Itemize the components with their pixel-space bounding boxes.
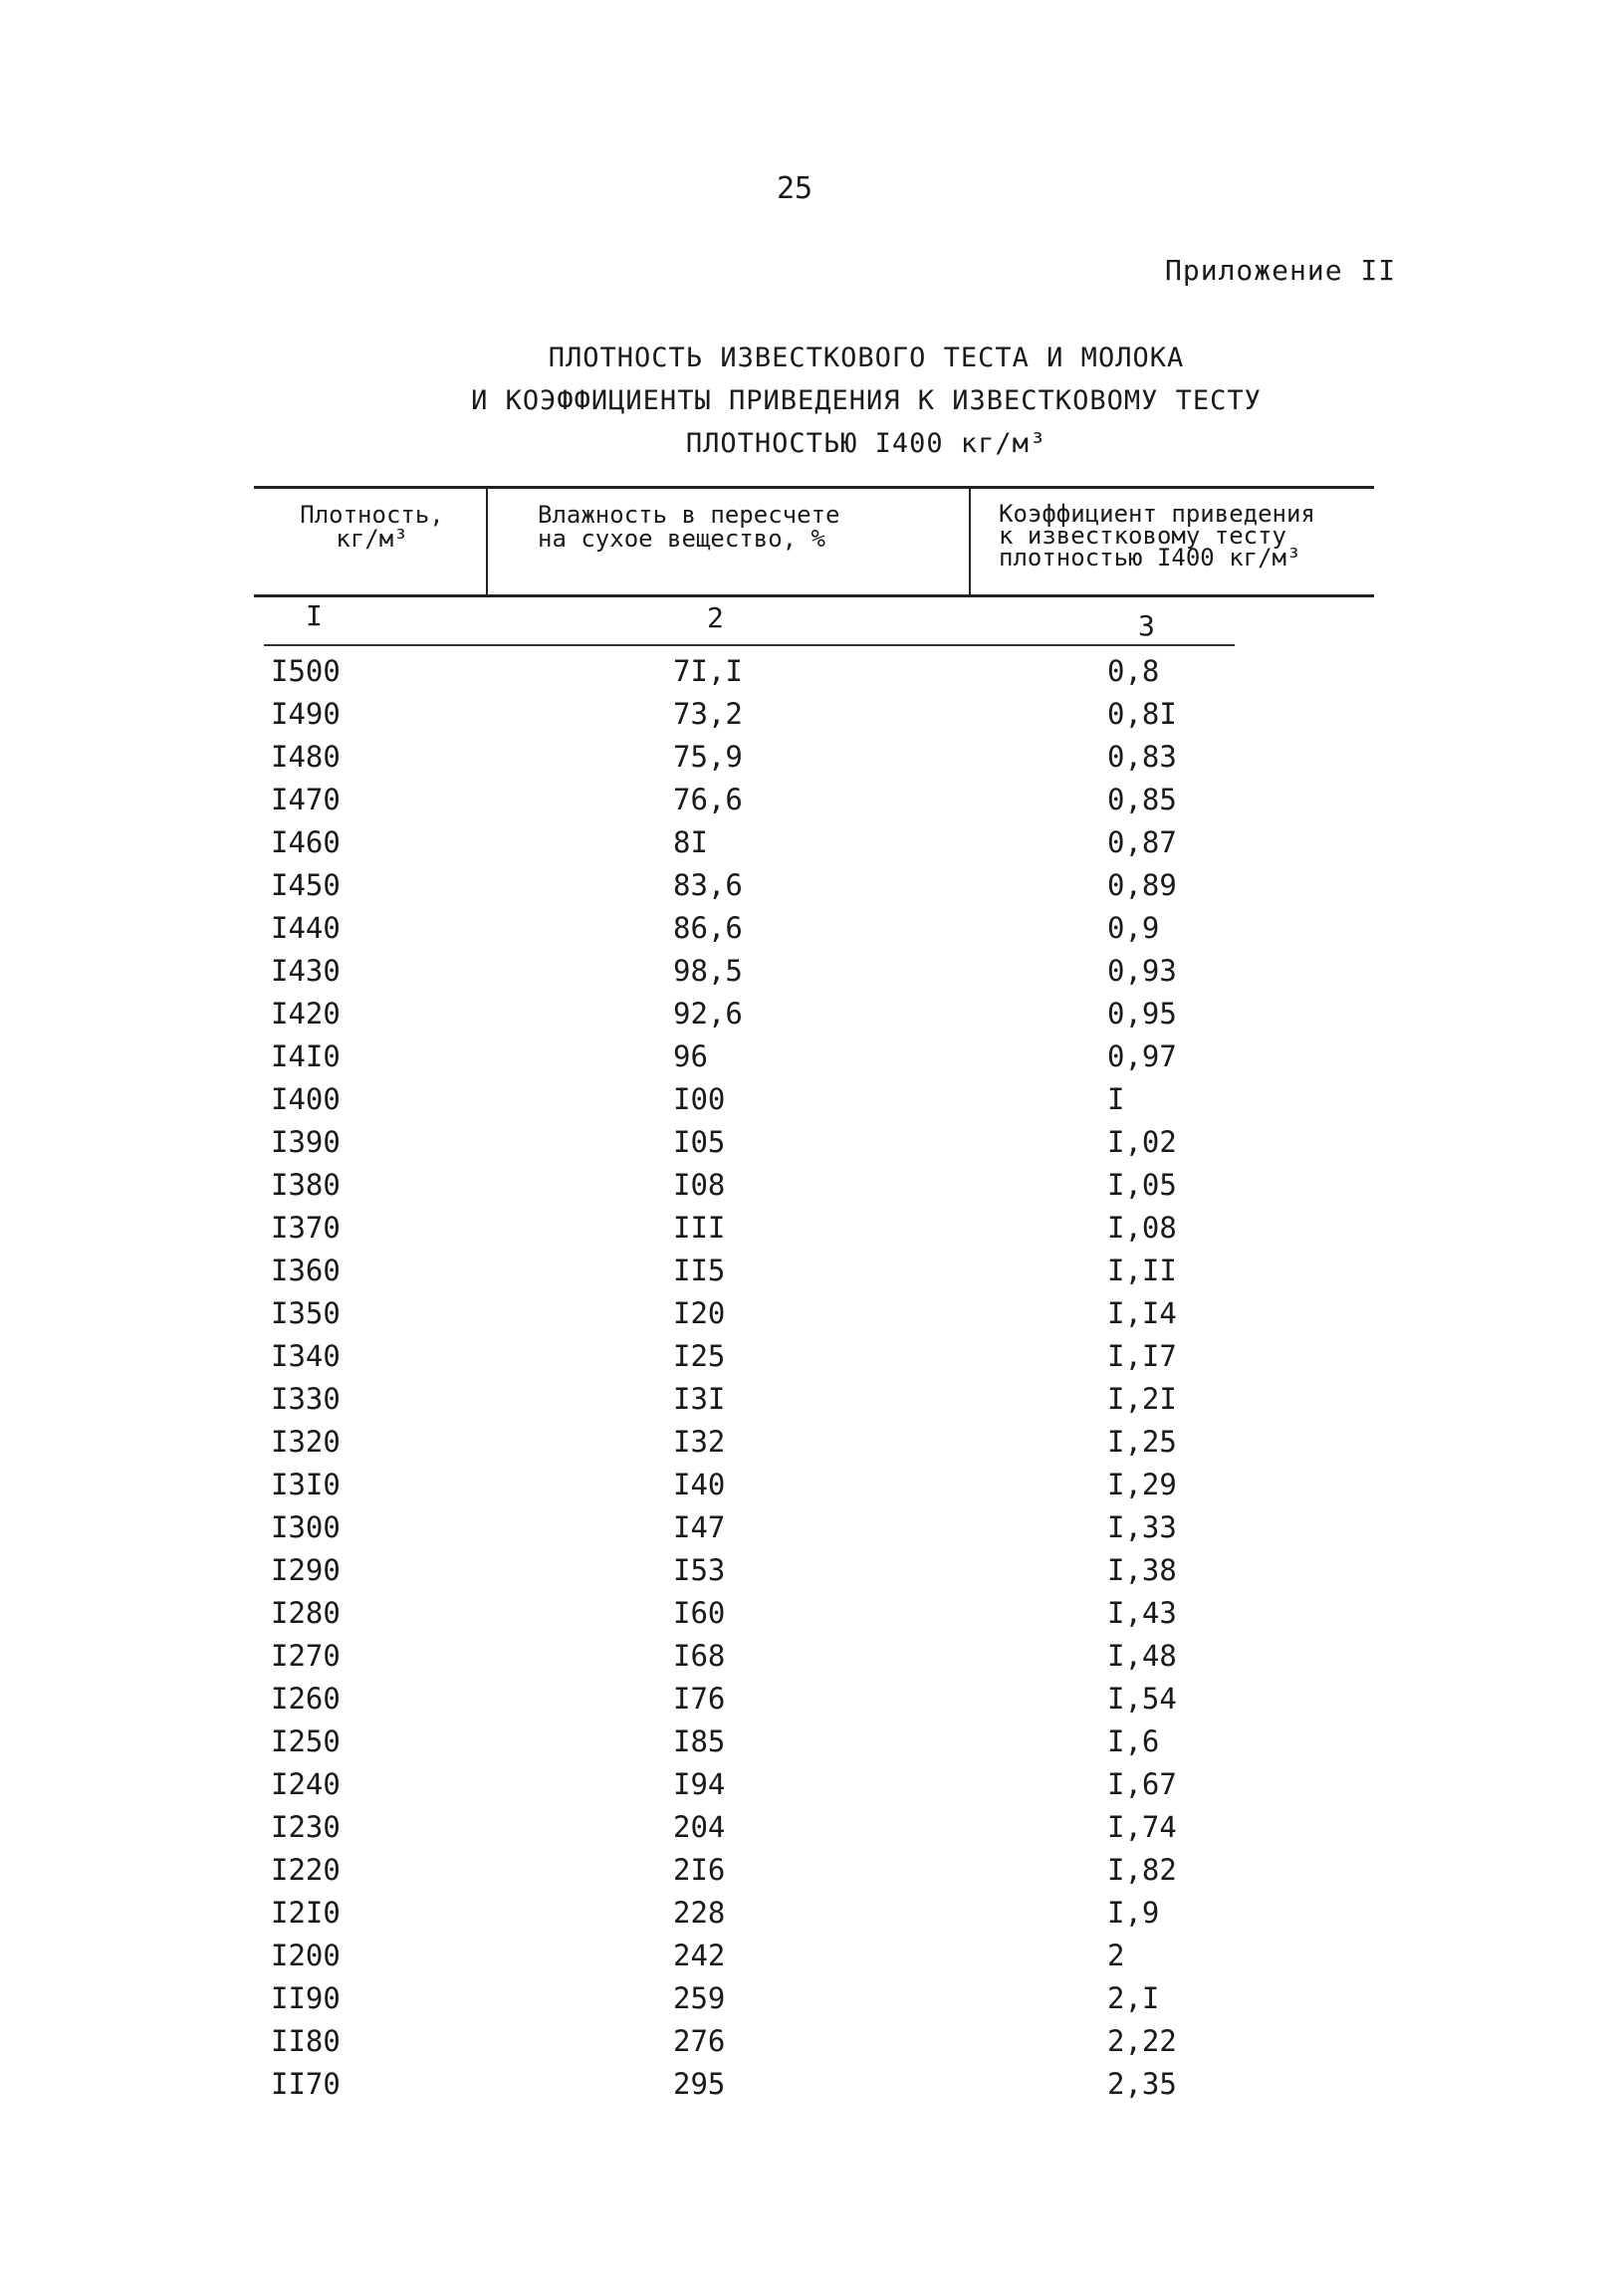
coefficient-cell: I,2I <box>1107 1382 1177 1416</box>
coefficient-cell: I,II <box>1107 1254 1177 1287</box>
coefficient-cell: I,25 <box>1107 1425 1177 1459</box>
moisture-cell: I47 <box>673 1510 726 1544</box>
coefficient-cell: I <box>1107 1082 1125 1116</box>
column-number-2: 2 <box>707 601 724 634</box>
coefficient-cell: I,33 <box>1107 1510 1177 1544</box>
table-row <box>0 1211 1624 1254</box>
coefficient-cell: I,74 <box>1107 1810 1177 1844</box>
moisture-cell: 96 <box>673 1039 708 1073</box>
density-cell: I3I0 <box>271 1468 341 1501</box>
header-moisture <box>488 489 971 594</box>
moisture-cell: I3I <box>673 1382 726 1416</box>
title-line-1: ПЛОТНОСТЬ ИЗВЕСТКОВОГО ТЕСТА И МОЛОКА <box>548 343 1185 373</box>
coefficient-cell: I,48 <box>1107 1639 1177 1673</box>
density-cell: I4I0 <box>271 1039 341 1073</box>
coefficient-cell: I,I4 <box>1107 1296 1177 1330</box>
density-cell: I220 <box>271 1853 341 1887</box>
table-row <box>0 1168 1624 1211</box>
coefficient-cell: 0,85 <box>1107 783 1177 816</box>
table-row <box>0 1682 1624 1724</box>
table-row <box>0 697 1624 740</box>
coefficient-cell: 0,89 <box>1107 868 1177 902</box>
moisture-cell: I76 <box>673 1682 726 1716</box>
table-body <box>0 654 1624 2110</box>
density-cell: I360 <box>271 1254 341 1287</box>
table-row <box>0 1425 1624 1468</box>
coefficient-cell: 2,35 <box>1107 2067 1177 2101</box>
moisture-cell: 98,5 <box>673 954 743 988</box>
coefficient-cell: 2 <box>1107 1939 1125 1972</box>
header-density <box>254 489 488 594</box>
moisture-cell: 228 <box>673 1896 726 1930</box>
moisture-cell: I00 <box>673 1082 726 1116</box>
density-cell: I440 <box>271 911 341 945</box>
moisture-cell: 2I6 <box>673 1853 726 1887</box>
moisture-cell: I05 <box>673 1125 726 1159</box>
coefficient-cell: 0,93 <box>1107 954 1177 988</box>
table-row <box>0 783 1624 825</box>
coefficient-cell: 0,95 <box>1107 997 1177 1031</box>
table-row <box>0 1125 1624 1168</box>
density-cell: I260 <box>271 1682 341 1716</box>
coefficient-cell: I,43 <box>1107 1596 1177 1630</box>
table-row <box>0 1339 1624 1382</box>
table-row <box>0 1767 1624 1810</box>
coefficient-cell: I,6 <box>1107 1724 1160 1758</box>
table-header <box>254 486 1374 597</box>
coefficient-cell: I,38 <box>1107 1553 1177 1587</box>
density-cell: I430 <box>271 954 341 988</box>
density-cell: I240 <box>271 1767 341 1801</box>
table-row <box>0 654 1624 697</box>
coefficient-cell: I,02 <box>1107 1125 1177 1159</box>
coefficient-cell: I,29 <box>1107 1468 1177 1501</box>
moisture-cell: 204 <box>673 1810 726 1844</box>
moisture-cell: I94 <box>673 1767 726 1801</box>
table-row <box>0 1981 1624 2024</box>
table-row <box>0 2067 1624 2110</box>
moisture-cell: 92,6 <box>673 997 743 1031</box>
coefficient-cell: I,67 <box>1107 1767 1177 1801</box>
coefficient-cell: 0,8I <box>1107 697 1177 731</box>
table-row <box>0 1082 1624 1125</box>
table-row <box>0 1939 1624 1981</box>
moisture-cell: 276 <box>673 2024 726 2058</box>
density-cell: I200 <box>271 1939 341 1972</box>
density-cell: I330 <box>271 1382 341 1416</box>
table-row <box>0 1254 1624 1296</box>
table-row <box>0 825 1624 868</box>
column-number-3: 3 <box>1138 609 1155 642</box>
density-cell: I470 <box>271 783 341 816</box>
density-cell: I460 <box>271 825 341 859</box>
coefficient-cell: 2,22 <box>1107 2024 1177 2058</box>
moisture-cell: 259 <box>673 1981 726 2015</box>
density-cell: I300 <box>271 1510 341 1544</box>
moisture-cell: 295 <box>673 2067 726 2101</box>
density-cell: II90 <box>271 1981 341 2015</box>
table-row <box>0 1724 1624 1767</box>
table-row <box>0 954 1624 997</box>
density-cell: I340 <box>271 1339 341 1373</box>
table-row <box>0 1468 1624 1510</box>
density-cell: I2I0 <box>271 1896 341 1930</box>
density-cell: I290 <box>271 1553 341 1587</box>
column-numbers-rule <box>264 644 1235 646</box>
table-row <box>0 1510 1624 1553</box>
table-row <box>0 1296 1624 1339</box>
density-cell: I270 <box>271 1639 341 1673</box>
header-density-line-1: Плотность, <box>300 501 444 529</box>
density-cell: I450 <box>271 868 341 902</box>
table-row <box>0 868 1624 911</box>
moisture-cell: 76,6 <box>673 783 743 816</box>
moisture-cell: I40 <box>673 1468 726 1501</box>
title-line-2: И КОЭФФИЦИЕНТЫ ПРИВЕДЕНИЯ К ИЗВЕСТКОВОМУ ТЕСТУ <box>471 385 1262 416</box>
table-row <box>0 2024 1624 2067</box>
page-number: 25 <box>777 171 813 206</box>
moisture-cell: 83,6 <box>673 868 743 902</box>
moisture-cell: 75,9 <box>673 740 743 774</box>
moisture-cell: I08 <box>673 1168 726 1202</box>
density-cell: I500 <box>271 654 341 688</box>
table-row <box>0 1810 1624 1853</box>
header-moisture-line-2: на сухое вещество, % <box>538 525 825 553</box>
moisture-cell: 7I,I <box>673 654 743 688</box>
header-coefficient <box>971 489 1374 594</box>
moisture-cell: I68 <box>673 1639 726 1673</box>
coefficient-cell: I,I7 <box>1107 1339 1177 1373</box>
density-cell: I420 <box>271 997 341 1031</box>
density-cell: II80 <box>271 2024 341 2058</box>
moisture-cell: 8I <box>673 825 708 859</box>
coefficient-cell: 0,87 <box>1107 825 1177 859</box>
coefficient-cell: 0,83 <box>1107 740 1177 774</box>
coefficient-cell: I,54 <box>1107 1682 1177 1716</box>
moisture-cell: I53 <box>673 1553 726 1587</box>
table-row <box>0 1896 1624 1939</box>
density-cell: I390 <box>271 1125 341 1159</box>
coefficient-cell: 0,97 <box>1107 1039 1177 1073</box>
coefficient-cell: I,08 <box>1107 1211 1177 1245</box>
header-coefficient-line-3: плотностью I400 кг/м³ <box>999 544 1301 572</box>
coefficient-cell: I,82 <box>1107 1853 1177 1887</box>
table-row <box>0 997 1624 1039</box>
table-row <box>0 1639 1624 1682</box>
appendix-label: Приложение II <box>1165 254 1397 287</box>
column-number-1: I <box>306 599 323 632</box>
coefficient-cell: 0,8 <box>1107 654 1160 688</box>
header-density-line-2: кг/м³ <box>336 525 408 553</box>
density-cell: II70 <box>271 2067 341 2101</box>
density-cell: I280 <box>271 1596 341 1630</box>
table-row <box>0 1853 1624 1896</box>
table-row <box>0 911 1624 954</box>
table-row <box>0 1039 1624 1082</box>
density-cell: I480 <box>271 740 341 774</box>
moisture-cell: I25 <box>673 1339 726 1373</box>
density-cell: I320 <box>271 1425 341 1459</box>
table-row <box>0 1596 1624 1639</box>
header-coefficient-line-1: Коэффициент приведения <box>999 500 1315 528</box>
title-line-3: ПЛОТНОСТЬЮ I400 кг/м³ <box>685 428 1047 459</box>
table-row <box>0 740 1624 783</box>
header-moisture-line-1: Влажность в пересчете <box>538 501 840 529</box>
density-cell: I380 <box>271 1168 341 1202</box>
density-cell: I400 <box>271 1082 341 1116</box>
moisture-cell: I20 <box>673 1296 726 1330</box>
table-row <box>0 1553 1624 1596</box>
density-cell: I350 <box>271 1296 341 1330</box>
density-cell: I370 <box>271 1211 341 1245</box>
document-title <box>438 337 1294 465</box>
coefficient-cell: I,05 <box>1107 1168 1177 1202</box>
table-row <box>0 1382 1624 1425</box>
header-coefficient-line-2: к известковому тесту <box>999 522 1286 550</box>
density-cell: I250 <box>271 1724 341 1758</box>
moisture-cell: I32 <box>673 1425 726 1459</box>
coefficient-cell: I,9 <box>1107 1896 1160 1930</box>
moisture-cell: 242 <box>673 1939 726 1972</box>
column-numbers <box>254 599 1250 649</box>
moisture-cell: II5 <box>673 1254 726 1287</box>
moisture-cell: III <box>673 1211 726 1245</box>
coefficient-cell: 0,9 <box>1107 911 1160 945</box>
moisture-cell: I60 <box>673 1596 726 1630</box>
density-cell: I490 <box>271 697 341 731</box>
moisture-cell: 86,6 <box>673 911 743 945</box>
coefficient-cell: 2,I <box>1107 1981 1160 2015</box>
density-cell: I230 <box>271 1810 341 1844</box>
moisture-cell: I85 <box>673 1724 726 1758</box>
moisture-cell: 73,2 <box>673 697 743 731</box>
